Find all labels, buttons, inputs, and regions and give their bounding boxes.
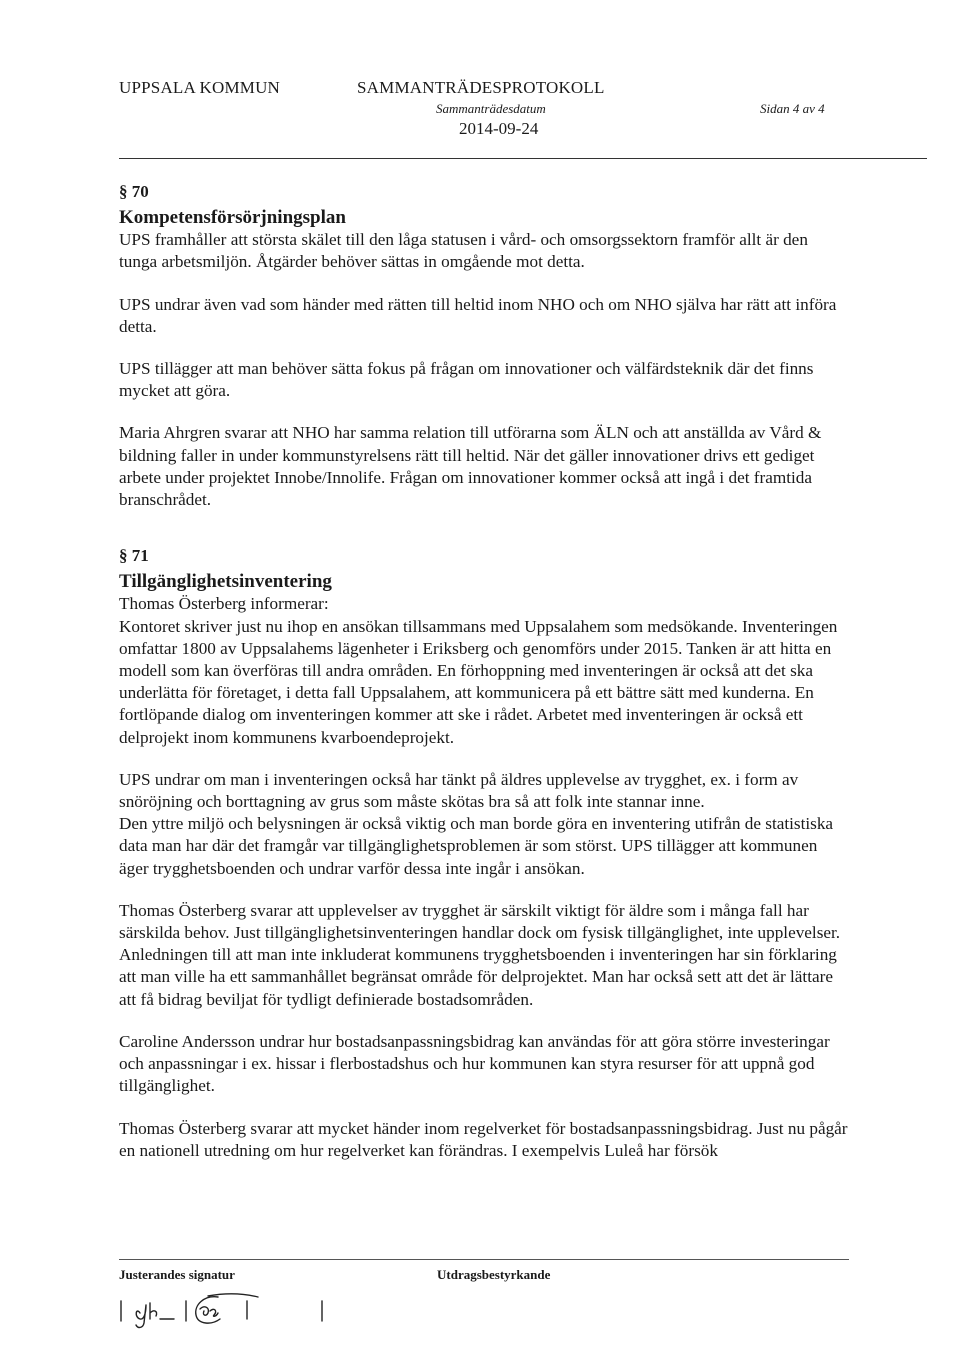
section-title: Tillgänglighetsinventering	[119, 571, 332, 593]
paragraph: Kontoret skriver just nu ihop en ansökan tillsammans med Uppsalahem som medsökande. Inventeringen omfattar 1800 av Uppsalahems lägenheter i Eriksberg och genomförs under 2015. Tanken är att hitta en modell som kan överföras till andra områden. En förhoppning med inventeringen är också att det ska underlätta för företaget, i detta fall Uppsalahem, att kommunicera på ett bättre sätt med kunderna. En fortlöpande dialog om inventeringen kommer att ske i rådet. Arbetet med inventeringen är också ett delprojekt inom kommunens kvarboendeprojekt.	[119, 616, 838, 747]
page-number: Sidan 4 av 4	[760, 101, 825, 116]
paragraph: Den yttre miljö och belysningen är också viktig och man borde göra en inventering utifrån de statistiska data man har där det framgår var tillgänglighetsproblemen är som störst. UPS tillägger att kommunen äger trygghetsboenden och undrar varför dessa inte ingår i ansökan.	[119, 814, 834, 878]
date-label: Sammanträdesdatum	[436, 101, 546, 116]
document-body	[119, 181, 849, 1162]
paragraph: UPS undrar om man i inventeringen också har tänkt på äldres upplevelse av trygghet, ex. i form av snöröjning och borttagning av grus som måste skötas bra så att folk inte stannar inne.	[119, 769, 799, 812]
paragraph: Thomas Österberg svarar att upplevelser av trygghet är särskilt viktigt för äldre som i många fall har särskilda behov. Just tillgänglighetsinventeringen handlar dock om fysisk tillgänglighet, inte upplevelser. Anledningen till att man inte inkluderat kommunens trygghetsboenden i inventeringen har sin förklaring att man ville ha ett sammanhållet begränsat område för delprojektet. Man har också sett att det är lättare att få bidrag beviljat för tydligt definierade bostadsområden.	[119, 900, 841, 1009]
paragraph: UPS undrar även vad som händer med rätten till heltid inom NHO och om NHO själva har rätt att införa detta.	[119, 294, 837, 336]
section-71	[119, 545, 849, 1162]
paragraph: UPS framhåller att största skälet till den låga statusen i vård- och omsorgssektorn framför allt är den tunga arbetsmiljön. Åtgärder behöver sättas in omgående mot detta.	[119, 230, 808, 272]
handwritten-signature	[116, 1283, 336, 1333]
section-70	[119, 181, 849, 511]
paragraph: Caroline Andersson undrar hur bostadsanpassningsbidrag kan användas för att göra större investeringar och anpassningar i ex. hissar i flerbostadshus och hur kommunen kan styra resurser för att uppnå god tillgänglighet.	[119, 1031, 830, 1096]
section-title: Kompetensförsörjningsplan	[119, 207, 346, 229]
section-intro: Thomas Österberg informerar:	[119, 594, 329, 614]
header-divider	[119, 158, 927, 159]
section-number: § 71	[119, 546, 149, 566]
document-type: SAMMANTRÄDESPROTOKOLL	[357, 78, 605, 97]
signature-label: Justerandes signatur	[119, 1267, 235, 1282]
meeting-date: 2014-09-24	[459, 119, 539, 138]
paragraph: UPS tillägger att man behöver sätta fokus på frågan om innovationer och välfärdsteknik där det finns mycket att göra.	[119, 359, 814, 401]
section-number: § 70	[119, 182, 149, 201]
organization-name: UPPSALA KOMMUN	[119, 78, 281, 97]
paragraph: Thomas Österberg svarar att mycket händer inom regelverket för bostadsanpassningsbidrag. Just nu pågår en nationell utredning om hur regelverket kan förändras. I exempelvis Luleå har försök	[119, 1118, 848, 1160]
extract-label: Utdragsbestyrkande	[437, 1267, 551, 1282]
footer-divider	[119, 1259, 849, 1260]
paragraph: Maria Ahrgren svarar att NHO har samma relation till utförarna som ÄLN och att anställda av Vård & bildning faller in under kommunstyrelsens rätt till heltid. När det gäller innovationer drivs ett gediget arbete under projektet Innobe/Innolife. Frågan om innovationer kommer också att ingå i det framtida branschrådet.	[119, 423, 822, 510]
